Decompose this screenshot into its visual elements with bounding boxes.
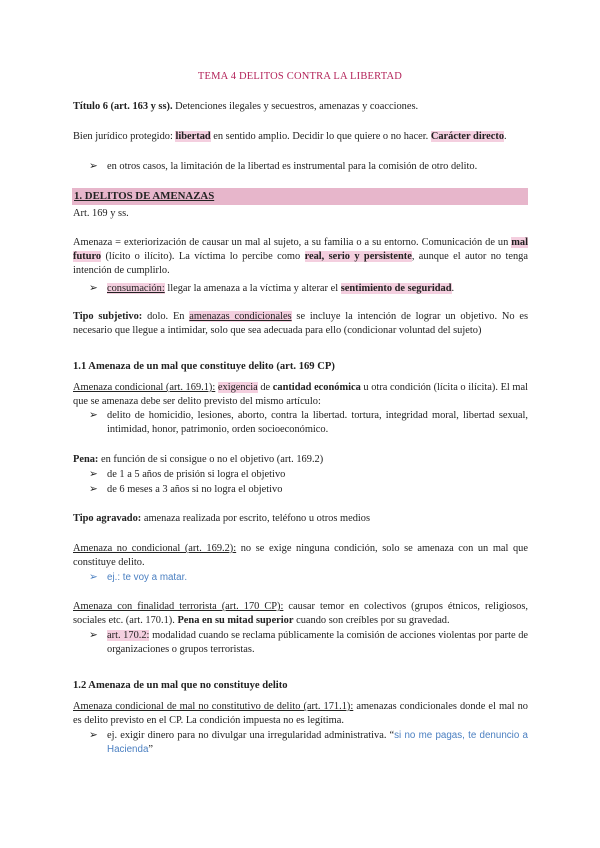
bien-juridico-paragraph: [73, 130, 528, 144]
subsection-1-1-heading: 1.1 Amenaza de un mal que constituye delito (art. 169 CP): [73, 361, 335, 372]
text-run: de: [257, 382, 273, 393]
highlight-caracter-directo: Carácter directo: [430, 131, 505, 142]
amenaza-no-condicional-paragraph: [73, 542, 528, 570]
bullet-arrow-icon: ➢: [89, 283, 98, 294]
cantidad-economica: cantidad económica: [272, 382, 361, 393]
amenaza-definition: [73, 236, 528, 278]
text-run: .: [451, 283, 455, 294]
highlight-sentimiento: sentimiento de seguridad: [340, 283, 452, 294]
text-run: amenazas condicionales donde el mal no es delito previsto en el CP. La condición impuesta no es legítima.: [73, 701, 528, 727]
text-run: Bien jurídico protegido:: [73, 131, 176, 142]
text-run: u otra condición (lícita o ilícita). El mal que se amenaza debe ser delito previsto del mismo artículo:: [73, 382, 528, 408]
text-run: Amenaza = exteriorización de causar un mal al sujeto, a su familia o a su entorno. Comunicación de un: [73, 237, 512, 248]
text-run: ej. exigir dinero para no divulgar una irregularidad administrativa. “: [107, 730, 395, 741]
pena-bullet-2: de 6 meses a 3 años si no logra el objetivo: [107, 484, 283, 495]
text-run: en función de si consigue o no el objetivo (art. 169.2): [98, 454, 324, 465]
amenaza-condicional-paragraph: [73, 381, 528, 409]
text-run: no se exige ninguna condición, solo se amenaza con un mal que constituye delito.: [73, 543, 528, 569]
pena-bullet-1: de 1 a 5 años de prisión si logra el objetivo: [107, 469, 286, 480]
example-hacienda-quote: si no me pagas, te denuncio a Hacienda: [107, 730, 528, 756]
bullet-arrow-icon: ➢: [89, 630, 98, 641]
titulo-6-text: Detenciones ilegales y secuestros, amenazas y coacciones.: [172, 101, 419, 112]
amenaza-no-delito-paragraph: [73, 700, 528, 728]
text-run: , aunque el autor no tenga intención de cumplirlo.: [73, 251, 528, 277]
text-run: dolo. En: [142, 311, 190, 322]
art-170-2-bullet: [107, 629, 528, 657]
amenaza-condicional-label: Amenaza condicional (art. 169.1):: [73, 382, 216, 393]
text-run: se incluye la intención de lograr un objetivo. No es necesario que llegue a intimidar, solo que sea adecuada para ello (condicionar voluntad del sujeto): [73, 311, 529, 337]
consumacion-label: consumación:: [107, 283, 165, 294]
amenaza-terrorista-paragraph: [73, 600, 528, 628]
bullet-arrow-icon: ➢: [89, 410, 98, 421]
highlight-amenazas-condicionales: amenazas condicionales: [189, 311, 292, 322]
titulo-6-paragraph: [73, 100, 528, 114]
text-run: modalidad cuando se reclama públicamente la comisión de acciones violentas por parte de organizaciones o grupos terroristas.: [107, 630, 529, 656]
text-run: (lícito o ilícito). La víctima lo percibe como: [101, 251, 305, 263]
bullet-arrow-icon: ➢: [89, 484, 98, 495]
delitos-list-bullet: delito de homicidio, lesiones, aborto, contra la libertad. tortura, integridad moral, libertad sexual, intimidad, honor, patrimonio, orden socioeconómico.: [107, 410, 528, 436]
highlight-exigencia: exigencia: [217, 382, 258, 393]
amenaza-no-delito-label: Amenaza condicional de mal no constitutivo de delito (art. 171.1):: [73, 701, 354, 712]
text-run: en sentido amplio. Decidir lo que quiere o no hacer.: [210, 131, 431, 142]
bullet-arrow-icon: ➢: [89, 572, 98, 583]
text-run: amenaza realizada por escrito, teléfono u otros medios: [141, 513, 371, 524]
consumacion-bullet: [107, 282, 528, 296]
section-heading-amenazas: 1. DELITOS DE AMENAZAS: [72, 188, 528, 205]
page-title: TEMA 4 DELITOS CONTRA LA LIBERTAD: [197, 71, 403, 82]
highlight-art-170-2: art. 170.2:: [107, 630, 150, 641]
pena-paragraph: [73, 453, 528, 467]
tipo-agravado-label: Tipo agravado:: [73, 513, 142, 524]
bullet-arrow-icon: ➢: [89, 161, 98, 172]
amenaza-no-condicional-label: Amenaza no condicional (art. 169.2):: [73, 543, 237, 554]
text-run: cuando son creíbles por su gravedad.: [293, 615, 450, 627]
example-te-voy-a-matar: ej.: te voy a matar.: [107, 572, 188, 583]
tipo-subjetivo-paragraph: [73, 310, 528, 338]
tipo-subjetivo-label: Tipo subjetivo:: [73, 311, 143, 322]
text-run: .: [504, 131, 507, 142]
amenaza-terrorista-label: Amenaza con finalidad terrorista (art. 170 CP):: [73, 601, 284, 612]
titulo-6-label: Título 6 (art. 163 y ss).: [73, 101, 173, 112]
art-169-text: Art. 169 y ss.: [73, 208, 129, 219]
text-run: causar temor en colectivos (grupos étnicos, religiosos, sociales etc. (art. 170.1).: [73, 601, 528, 627]
highlight-mal-futuro: mal futuro: [73, 237, 528, 263]
bullet-arrow-icon: ➢: [89, 469, 98, 480]
highlight-libertad: libertad: [175, 131, 211, 142]
bien-bullet-text: en otros casos, la limitación de la libertad es instrumental para la comisión de otro delito.: [107, 161, 478, 172]
text-run: llegar la amenaza a la víctima y alterar el: [164, 283, 341, 294]
hacienda-example-bullet: [107, 729, 528, 757]
text-run: ”: [148, 744, 154, 756]
tipo-agravado-paragraph: [73, 512, 528, 526]
pena-mitad-superior: Pena en su mitad superior: [177, 615, 294, 627]
pena-label: Pena:: [73, 454, 99, 465]
bullet-arrow-icon: ➢: [89, 730, 98, 741]
highlight-real-serio: real, serio y persistente: [304, 251, 412, 263]
subsection-1-2-heading: 1.2 Amenaza de un mal que no constituye delito: [73, 680, 288, 691]
